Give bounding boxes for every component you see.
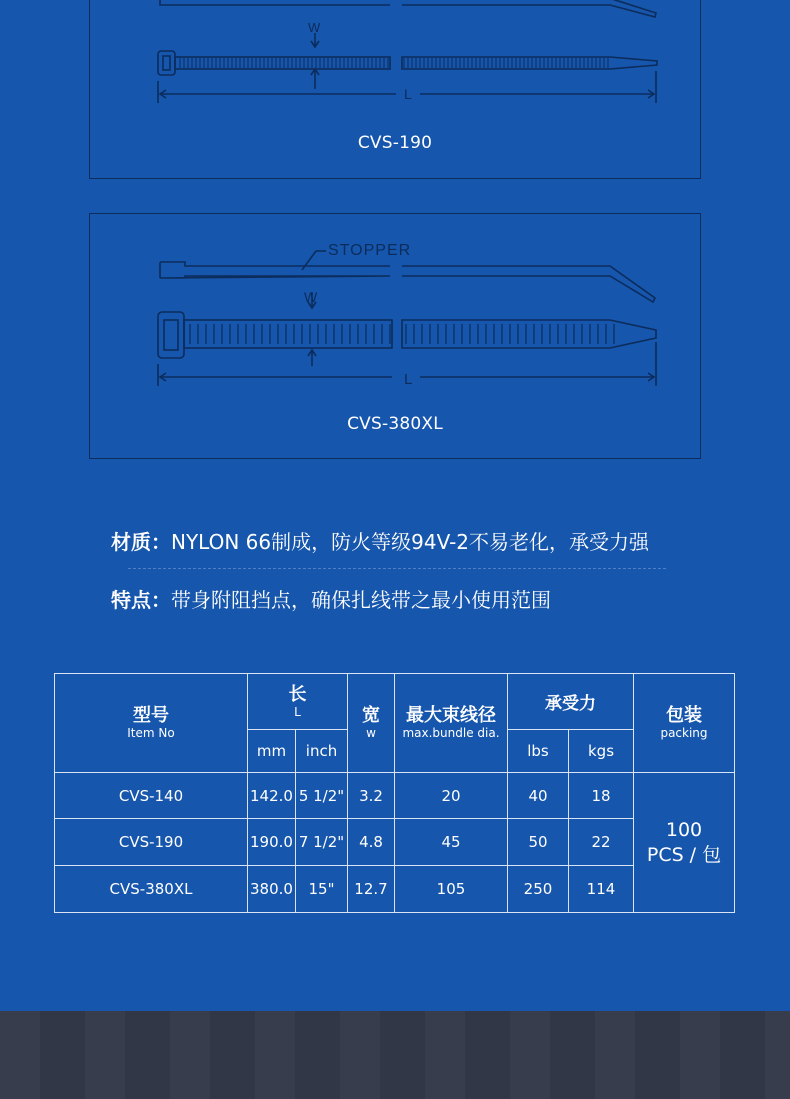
width-label: W (304, 289, 318, 305)
cell-lbs: 50 (508, 819, 569, 866)
length-label: L (404, 371, 413, 388)
cell-lbs: 40 (508, 773, 569, 819)
table-row (55, 819, 735, 866)
cell-model: CVS-380XL (55, 866, 248, 913)
cell-inch: 5 1/2" (296, 773, 348, 819)
cell-mm: 190.0 (248, 819, 296, 866)
table-row (55, 866, 735, 913)
cell-kgs: 22 (569, 819, 634, 866)
table-row (55, 773, 735, 819)
material-text: NYLON 66制成，防火等级94V-2不易老化，承受力强 (171, 530, 650, 554)
cell-bundle: 45 (395, 819, 508, 866)
spec-table (54, 673, 735, 913)
diagram-panel-cvs-190 (89, 0, 701, 179)
cell-width: 4.8 (348, 819, 395, 866)
material-line (111, 526, 649, 555)
header-model: 型号 Item No (55, 674, 248, 773)
length-label: L (404, 86, 412, 102)
header-length: 长 L (248, 674, 348, 730)
cell-kgs: 114 (569, 866, 634, 913)
cell-inch: 15" (296, 866, 348, 913)
cell-mm: 380.0 (248, 866, 296, 913)
footer-band (0, 1011, 790, 1099)
cell-packing: 100 PCS / 包 (634, 773, 735, 913)
header-bundle: 最大束线径 max.bundle dia. (395, 674, 508, 773)
cell-mm: 142.0 (248, 773, 296, 819)
header-packing: 包装 packing (634, 674, 735, 773)
cell-kgs: 18 (569, 773, 634, 819)
feature-text: 带身附阻挡点，确保扎线带之最小使用范围 (171, 588, 551, 612)
cell-width: 12.7 (348, 866, 395, 913)
width-label: W (308, 20, 321, 35)
header-unit-lbs: lbs (508, 730, 569, 773)
material-label: 材质： (111, 530, 171, 554)
cell-model: CVS-190 (55, 819, 248, 866)
stopper-label: STOPPER (328, 242, 412, 259)
header-unit-inch: inch (296, 730, 348, 773)
header-tensile: 承受力 (508, 674, 634, 730)
diagram-caption: CVS-380XL (347, 414, 443, 434)
cell-model: CVS-140 (55, 773, 248, 819)
diagram-caption: CVS-190 (357, 133, 433, 153)
cell-inch: 7 1/2" (296, 819, 348, 866)
diagram-panel-cvs-380xl (89, 213, 701, 459)
header-unit-mm: mm (248, 730, 296, 773)
header-width: 宽 w (348, 674, 395, 773)
dashed-divider (128, 568, 666, 569)
cell-width: 3.2 (348, 773, 395, 819)
feature-label: 特点： (111, 588, 171, 612)
cell-bundle: 20 (395, 773, 508, 819)
feature-line (111, 584, 551, 613)
cable-tie-drawing-190 (90, 0, 702, 180)
header-unit-kgs: kgs (569, 730, 634, 773)
cell-bundle: 105 (395, 866, 508, 913)
cell-lbs: 250 (508, 866, 569, 913)
